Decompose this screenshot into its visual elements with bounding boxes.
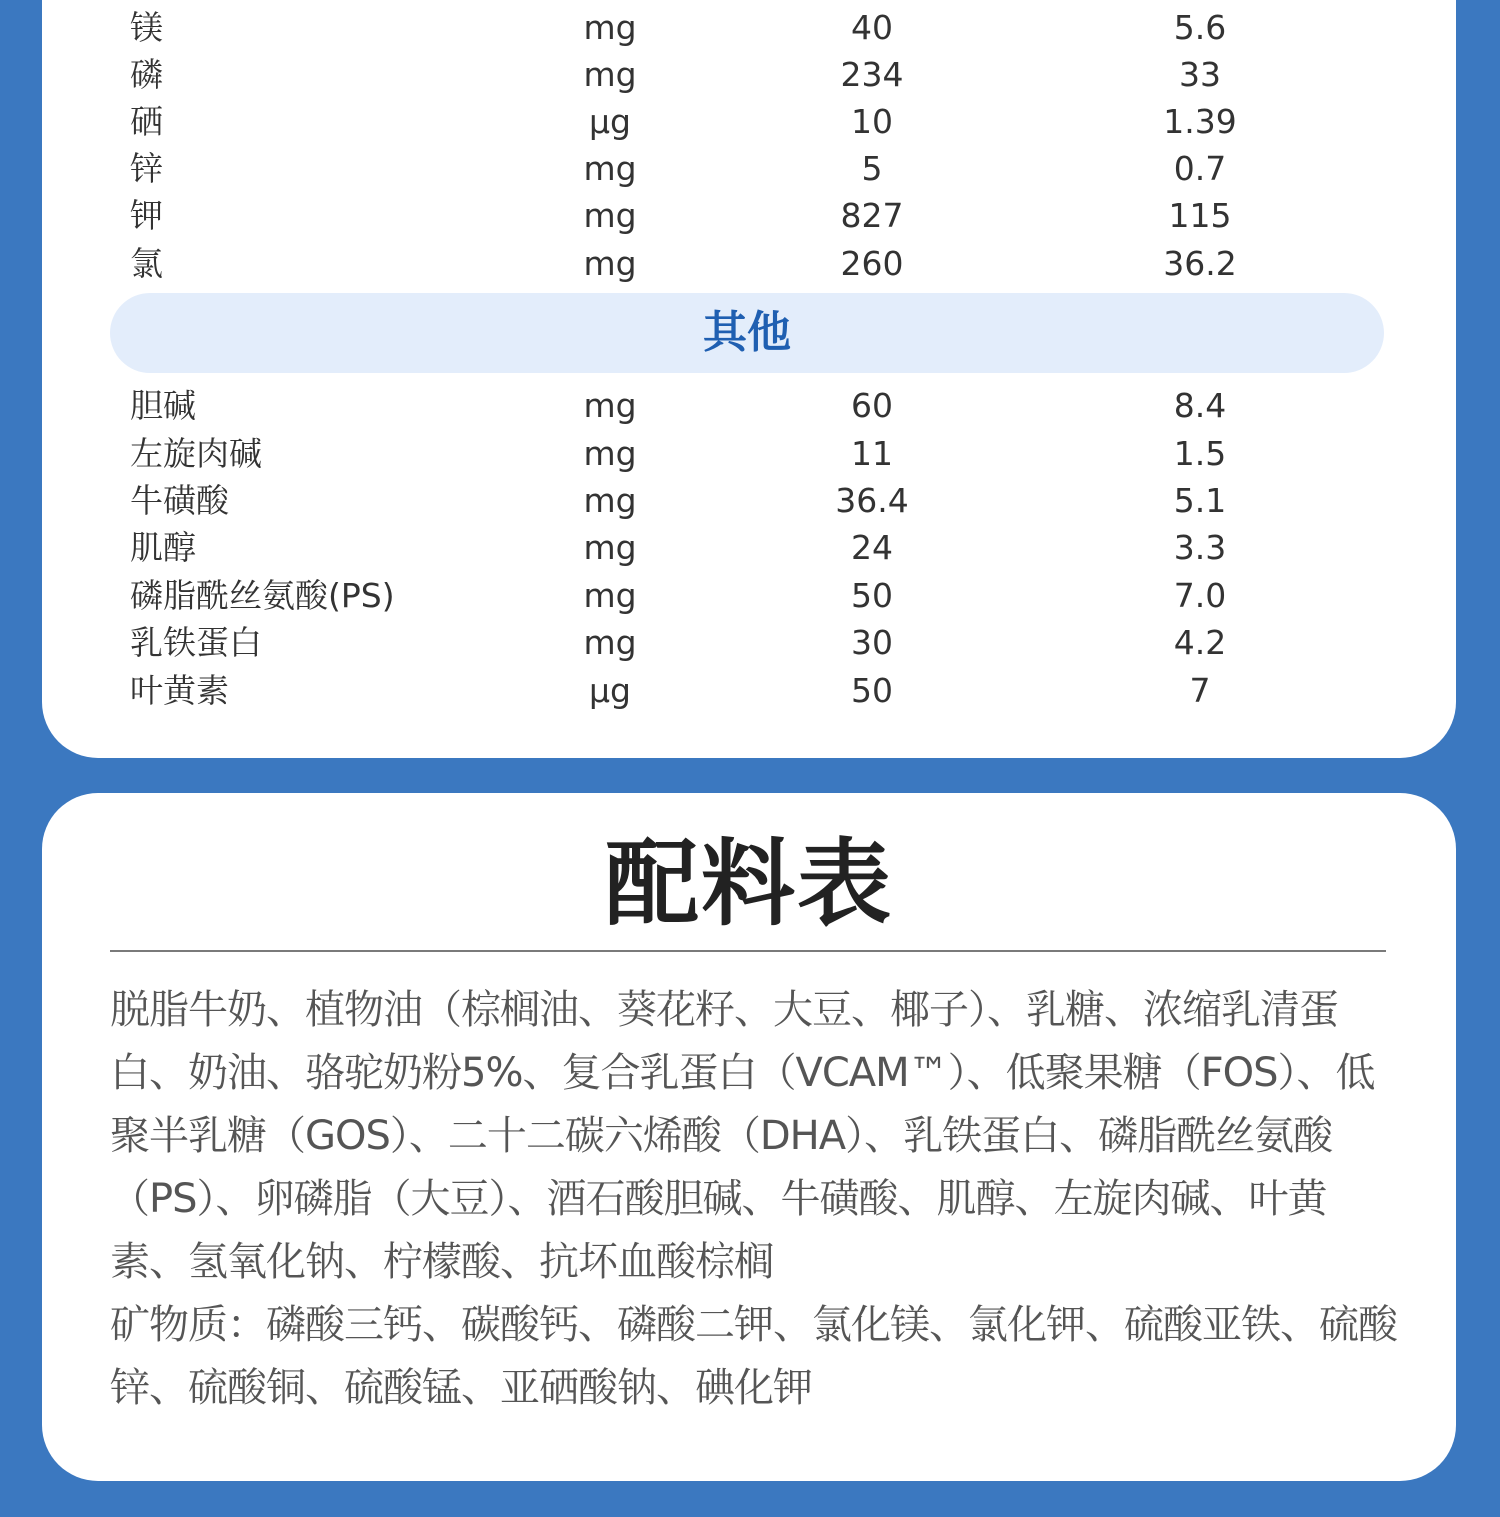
nutrient-unit: mg <box>583 528 637 567</box>
ingredients-title: 配料表 <box>604 830 893 939</box>
nutrient-value-per-100g: 827 <box>840 196 904 235</box>
nutrient-value-per-serving: 1.39 <box>1163 102 1237 141</box>
table-row <box>42 477 1456 524</box>
nutrient-name: 磷 <box>130 55 163 94</box>
nutrient-name: 牛磺酸 <box>130 481 229 520</box>
nutrient-name: 氯 <box>130 244 163 283</box>
nutrient-name: 肌醇 <box>130 528 196 567</box>
nutrient-value-per-100g: 24 <box>851 528 893 567</box>
nutrient-name: 钾 <box>130 196 163 235</box>
table-row <box>42 572 1456 619</box>
nutrient-unit: mg <box>583 623 637 662</box>
ingredients-main-text: 脱脂牛奶、植物油（棕榈油、葵花籽、大豆、椰子）、乳糖、浓缩乳清蛋白、奶油、骆驼奶粉5%、复合乳蛋白（VCAM™）、低聚果糖（FOS）、低聚半乳糖（GOS）、二十二碳六烯酸（DHA）、乳铁蛋白、磷脂酰丝氨酸（PS）、卵磷脂（大豆）、酒石酸胆碱、牛磺酸、肌醇、左旋肉碱、叶黄素、氢氧化钠、柠檬酸、抗坏血酸棕榈 <box>110 987 1375 1285</box>
ingredients-minerals-text: 矿物质：磷酸三钙、碳酸钙、磷酸二钾、氯化镁、氯化钾、硫酸亚铁、硫酸锌、硫酸铜、硫酸锰、亚硒酸钠、碘化钾 <box>110 1302 1397 1411</box>
nutrient-value-per-100g: 36.4 <box>835 481 909 520</box>
nutrient-unit: mg <box>583 55 637 94</box>
nutrient-name: 左旋肉碱 <box>130 434 262 473</box>
nutrient-value-per-100g: 30 <box>851 623 893 662</box>
nutrient-unit: μg <box>589 671 631 710</box>
nutrient-unit: mg <box>583 196 637 235</box>
ingredients-list <box>110 979 1400 1420</box>
nutrient-name: 磷脂酰丝氨酸(PS) <box>130 576 395 615</box>
table-row <box>42 145 1456 192</box>
nutrient-value-per-100g: 5 <box>861 149 883 188</box>
nutrient-name: 锌 <box>130 149 163 188</box>
nutrient-value-per-100g: 50 <box>851 576 893 615</box>
nutrient-value-per-100g: 40 <box>851 8 893 47</box>
ingredients-card <box>42 793 1456 1481</box>
table-row <box>42 382 1456 429</box>
nutrient-name: 胆碱 <box>130 386 196 425</box>
nutrient-name: 硒 <box>130 102 163 141</box>
nutrient-value-per-serving: 115 <box>1168 196 1232 235</box>
nutrient-value-per-serving: 0.7 <box>1173 149 1227 188</box>
nutrient-value-per-serving: 36.2 <box>1163 244 1237 283</box>
nutrient-unit: mg <box>583 244 637 283</box>
table-row <box>42 619 1456 666</box>
nutrient-unit: mg <box>583 481 637 520</box>
nutrient-unit: mg <box>583 149 637 188</box>
nutrient-value-per-serving: 5.6 <box>1173 8 1227 47</box>
nutrient-value-per-serving: 7.0 <box>1173 576 1227 615</box>
nutrient-name: 镁 <box>130 8 163 47</box>
table-row <box>42 240 1456 287</box>
section-header-other: 其他 <box>110 293 1384 373</box>
table-row <box>42 430 1456 477</box>
nutrient-value-per-serving: 4.2 <box>1173 623 1227 662</box>
table-row <box>42 98 1456 145</box>
table-row <box>42 667 1456 714</box>
nutrient-name: 乳铁蛋白 <box>130 623 262 662</box>
nutrient-unit: mg <box>583 386 637 425</box>
nutrient-value-per-100g: 234 <box>840 55 904 94</box>
nutrient-value-per-serving: 5.1 <box>1173 481 1227 520</box>
nutrient-value-per-100g: 60 <box>851 386 893 425</box>
nutrient-unit: μg <box>589 102 631 141</box>
nutrient-unit: mg <box>583 576 637 615</box>
nutrition-card <box>42 0 1456 758</box>
table-row <box>42 524 1456 571</box>
nutrient-value-per-100g: 11 <box>851 434 893 473</box>
nutrient-value-per-serving: 3.3 <box>1173 528 1227 567</box>
nutrient-value-per-100g: 10 <box>851 102 893 141</box>
nutrient-value-per-serving: 7 <box>1189 671 1211 710</box>
nutrient-name: 叶黄素 <box>130 671 229 710</box>
nutrient-value-per-100g: 50 <box>851 671 893 710</box>
nutrient-value-per-100g: 260 <box>840 244 904 283</box>
table-row <box>42 192 1456 239</box>
table-row <box>42 51 1456 98</box>
nutrient-value-per-serving: 1.5 <box>1173 434 1227 473</box>
nutrient-unit: mg <box>583 434 637 473</box>
nutrient-value-per-serving: 8.4 <box>1173 386 1227 425</box>
divider <box>110 950 1386 952</box>
nutrient-unit: mg <box>583 8 637 47</box>
table-row <box>42 4 1456 51</box>
nutrient-value-per-serving: 33 <box>1179 55 1221 94</box>
